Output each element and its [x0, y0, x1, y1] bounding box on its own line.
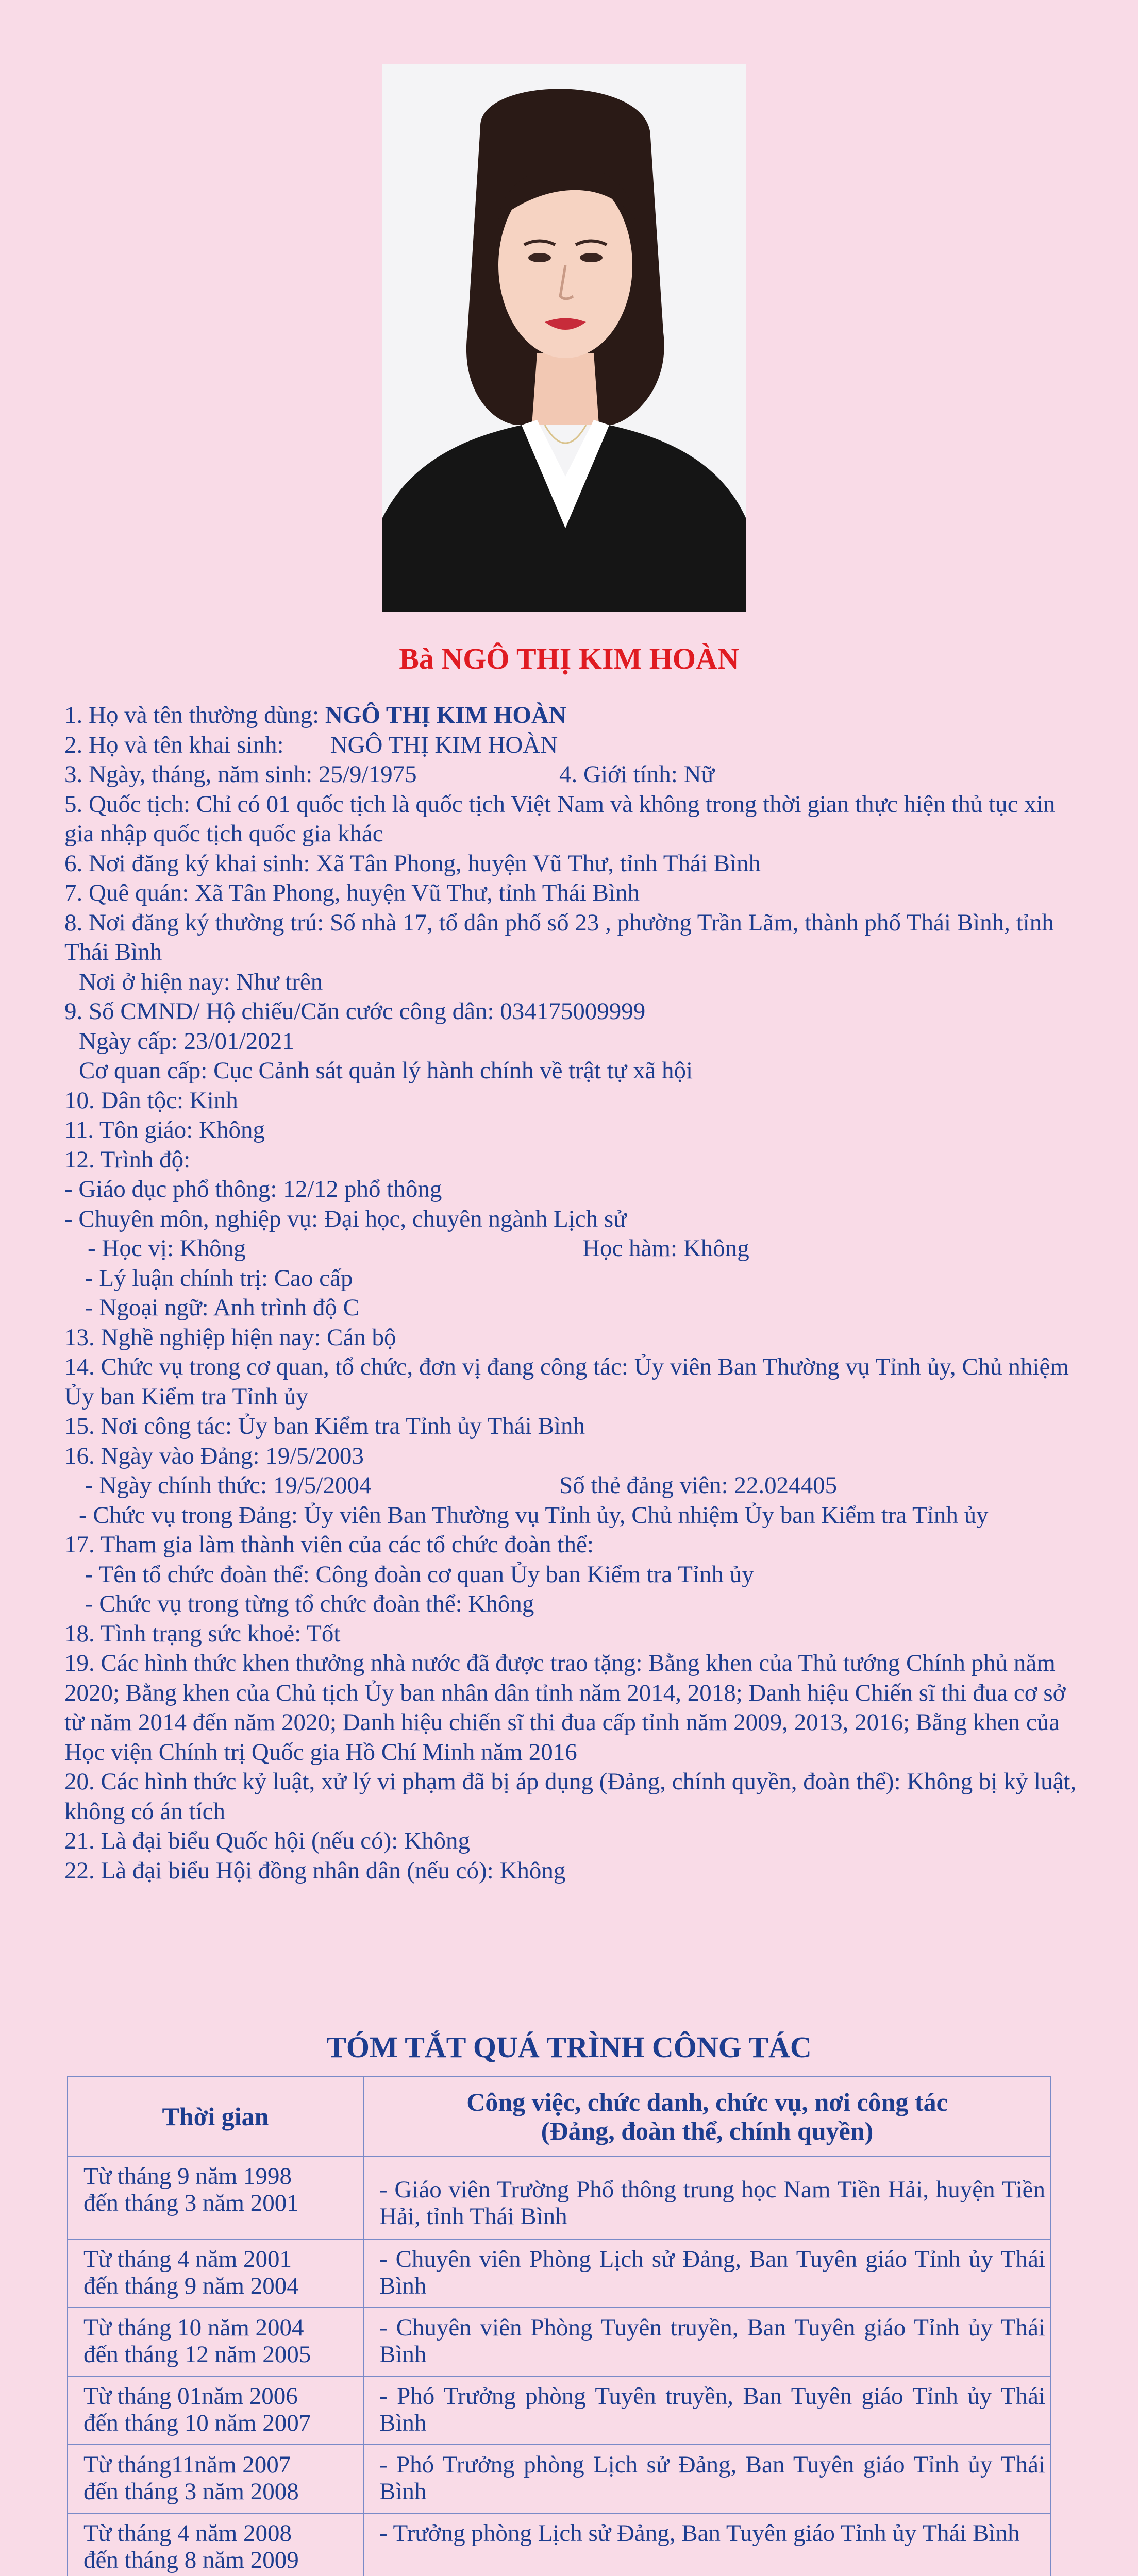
row-description: [363, 2376, 1051, 2445]
occupation: 13. Nghề nghiệp hiện nay: Cán bộ: [64, 1324, 396, 1351]
table-row: [68, 2513, 1051, 2576]
info-line-1: [64, 701, 1077, 731]
col-work-header-line2: (Đảng, đoàn thể, chính quyền): [541, 2116, 874, 2145]
table-row: [68, 2308, 1051, 2376]
party-official-date: - Ngày chính thức: 19/5/2004: [85, 1472, 372, 1499]
academic-title: Học hàm: Không: [582, 1235, 749, 1262]
col-work-header: [363, 2077, 1051, 2156]
organization-position: - Chức vụ trong từng tổ chức đoàn thể: Không: [85, 1590, 534, 1617]
row-description: [363, 2239, 1051, 2308]
full-name-value: NGÔ THỊ KIM HOÀN: [325, 702, 566, 728]
specialization: - Chuyên môn, nghiệp vụ: Đại học, chuyên ngành Lịch sử: [64, 1205, 627, 1232]
description-line: - Chuyên viên Phòng Tuyên truyền, Ban Tuyên giáo Tỉnh ủy Thái Bình: [379, 2314, 1045, 2368]
info-line-2: [64, 731, 1077, 760]
row-time: [68, 2308, 363, 2376]
time-to: đến tháng 12 năm 2005: [83, 2341, 311, 2368]
row-description: [363, 2445, 1051, 2513]
political-theory: - Lý luận chính trị: Cao cấp: [85, 1264, 353, 1292]
time-from: Từ tháng 9 năm 1998: [83, 2163, 292, 2190]
row-time: [68, 2513, 363, 2576]
table-row: [68, 2239, 1051, 2308]
gender: 4. Giới tính: Nữ: [559, 761, 715, 788]
health-status: 18. Tình trạng sức khoẻ: Tốt: [64, 1620, 341, 1647]
organization-name: - Tên tổ chức đoàn thể: Công đoàn cơ quan Ủy ban Kiểm tra Tỉnh ủy: [85, 1561, 754, 1588]
time-from: Từ tháng 10 năm 2004: [83, 2314, 304, 2342]
career-table: [67, 2076, 1051, 2576]
row-description: [363, 2513, 1051, 2576]
organizations-heading: 17. Tham gia làm thành viên của các tổ chức đoàn thể:: [64, 1531, 594, 1558]
party-join-date: 16. Ngày vào Đảng: 19/5/2003: [64, 1442, 364, 1469]
time-to: đến tháng 3 năm 2008: [83, 2478, 299, 2505]
current-position: 14. Chức vụ trong cơ quan, tổ chức, đơn vị đang công tác: Ủy viên Ban Thường vụ Tỉnh ủy, Chủ nhiệm Ủy ban Kiểm tra Tỉnh ủy: [64, 1353, 1069, 1410]
current-residence: Nơi ở hiện nay: Như trên: [79, 968, 323, 995]
foreign-language: - Ngoại ngữ: Anh trình độ C: [85, 1294, 360, 1321]
table-row: [68, 2445, 1051, 2513]
birth-name-label: 2. Họ và tên khai sinh:: [64, 731, 284, 758]
row-time: [68, 2239, 363, 2308]
career-summary-title: TÓM TẮT QUÁ TRÌNH CÔNG TÁC: [326, 2030, 812, 2064]
birth-name-value: NGÔ THỊ KIM HOÀN: [330, 731, 558, 758]
row-description: [363, 2156, 1051, 2239]
row-description: [363, 2308, 1051, 2376]
time-from: Từ tháng11năm 2007: [83, 2451, 291, 2479]
row-time: [68, 2156, 363, 2239]
career-table-header: [68, 2077, 1051, 2156]
party-position: - Chức vụ trong Đảng: Ủy viên Ban Thường vụ Tỉnh ủy, Chủ nhiệm Ủy ban Kiểm tra Tỉnh ủy: [79, 1501, 989, 1529]
date-of-birth: 3. Ngày, tháng, năm sinh: 25/9/1975: [64, 761, 417, 788]
academic-degree: - Học vị: Không: [88, 1235, 246, 1262]
id-issue-date: Ngày cấp: 23/01/2021: [79, 1027, 294, 1055]
full-name-label: 1. Họ và tên thường dùng:: [64, 702, 325, 728]
birth-registration-place: 6. Nơi đăng ký khai sinh: Xã Tân Phong, huyện Vũ Thư, tỉnh Thái Bình: [64, 850, 761, 877]
personal-info: [64, 701, 1077, 1886]
row-time: [68, 2376, 363, 2445]
description-line: - Chuyên viên Phòng Lịch sử Đảng, Ban Tuyên giáo Tỉnh ủy Thái Bình: [379, 2246, 1045, 2300]
ethnicity: 10. Dân tộc: Kinh: [64, 1087, 238, 1114]
party-card-number: Số thẻ đảng viên: 22.024405: [559, 1472, 838, 1499]
time-from: Từ tháng 01năm 2006: [83, 2383, 298, 2410]
nationality: 5. Quốc tịch: Chỉ có 01 quốc tịch là quốc tịch Việt Nam và không trong thời gian thực hiện thủ tục xin gia nhập quốc tịch quốc gia khác: [64, 790, 1056, 847]
time-to: đến tháng 3 năm 2001: [83, 2190, 299, 2216]
table-row: [68, 2376, 1051, 2445]
peoples-council-delegate: 22. Là đại biểu Hội đồng nhân dân (nếu có): Không: [64, 1857, 566, 1884]
description-line: - Phó Trưởng phòng Tuyên truyền, Ban Tuyên giáo Tỉnh ủy Thái Bình: [379, 2383, 1045, 2437]
education-heading: 12. Trình độ:: [64, 1146, 191, 1173]
hometown: 7. Quê quán: Xã Tân Phong, huyện Vũ Thư, tỉnh Thái Bình: [64, 879, 640, 906]
permanent-residence: 8. Nơi đăng ký thường trú: Số nhà 17, tổ dân phố số 23 , phường Trần Lãm, thành phố Thái Bình, tỉnh Thái Bình: [64, 909, 1054, 965]
party-official-line: [64, 1471, 1077, 1501]
portrait-illustration: [382, 64, 746, 612]
time-to: đến tháng 8 năm 2009: [83, 2547, 299, 2574]
time-to: đến tháng 9 năm 2004: [83, 2273, 299, 2300]
time-to: đến tháng 10 năm 2007: [83, 2410, 311, 2437]
workplace: 15. Nơi công tác: Ủy ban Kiểm tra Tỉnh ủy Thái Bình: [64, 1413, 585, 1439]
time-from: Từ tháng 4 năm 2001: [83, 2246, 292, 2273]
religion: 11. Tôn giáo: Không: [64, 1116, 265, 1143]
description-line: - Phó Trưởng phòng Lịch sử Đảng, Ban Tuyên giáo Tỉnh ủy Thái Bình: [379, 2451, 1045, 2505]
general-education: - Giáo dục phổ thông: 12/12 phổ thông: [64, 1176, 442, 1202]
portrait-photo: [382, 64, 746, 612]
table-row: [68, 2156, 1051, 2239]
candidate-title: Bà NGÔ THỊ KIM HOÀN: [399, 642, 739, 675]
awards: 19. Các hình thức khen thưởng nhà nước đã được trao tặng: Bằng khen của Thủ tướng Chính phủ năm 2020; Bằng khen của Chủ tịch Ủy ban nhân dân tỉnh năm 2014, 2018; Danh hiệu Chiến sĩ thi đua cơ sở từ năm 2014 đến năm 2020; Danh hiệu chiến sĩ thi đua cấp tỉnh năm 2009, 2013, 2016; Bằng khen của Học viện Chính trị Quốc gia Hồ Chí Minh năm 2016: [64, 1650, 1066, 1766]
national-assembly-delegate: 21. Là đại biểu Quốc hội (nếu có): Không: [64, 1827, 471, 1854]
col-time-header: Thời gian: [68, 2077, 363, 2156]
col-work-header-line1: Công việc, chức danh, chức vụ, nơi công tác: [466, 2088, 948, 2116]
info-line-3-4: [64, 760, 1077, 790]
time-from: Từ tháng 4 năm 2008: [83, 2520, 292, 2547]
id-issuing-authority: Cơ quan cấp: Cục Cảnh sát quản lý hành chính về trật tự xã hội: [79, 1057, 693, 1084]
row-time: [68, 2445, 363, 2513]
description-line: - Giáo viên Trường Phổ thông trung học Nam Tiền Hải, huyện Tiền Hải, tỉnh Thái Bình: [379, 2176, 1045, 2230]
id-number: 9. Số CMND/ Hộ chiếu/Căn cước công dân: 034175009999: [64, 998, 646, 1025]
description-line: - Trưởng phòng Lịch sử Đảng, Ban Tuyên giáo Tỉnh ủy Thái Bình: [379, 2520, 1020, 2547]
discipline: 20. Các hình thức kỷ luật, xử lý vi phạm đã bị áp dụng (Đảng, chính quyền, đoàn thể): Không bị kỷ luật, không có án tích: [64, 1768, 1077, 1825]
degree-line: [64, 1234, 1077, 1264]
